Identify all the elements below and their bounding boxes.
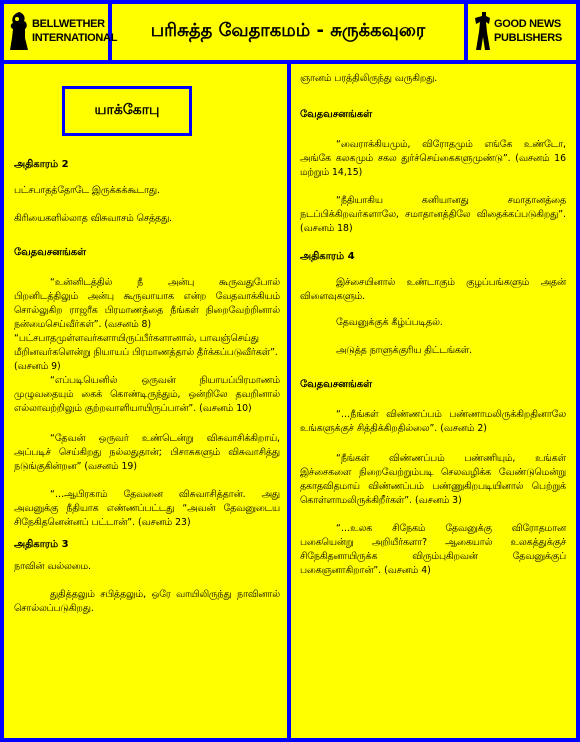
right-top-point: ஞானம் பரத்திலிருந்து வருகிறது. — [300, 73, 438, 84]
logo-line-1: BELLWETHER — [32, 18, 105, 30]
chapter-2-point-1: பட்சபாதத்தோடே இருக்கக்கூடாது. — [14, 185, 160, 196]
verse-quote: “நீதியாகிய கனியானது சமாதானத்தை நடப்பிக்கிறவர்களாலே, சமாதானத்திலே விதைக்கப்படுகிறது”. (வசனம் 18) — [300, 195, 566, 234]
frame-left — [0, 0, 4, 742]
verse-quote: “நீங்கள் விண்ணப்பம் பண்ணியும், உங்கள் இச்சைகளை நிறைவேற்றும்படி செலவழிக்க வேண்டுமென்று தகாதவிதமாய் விண்ணப்பம் பண்ணுகிறபடியினால் பெற்றுக் கொள்ளாமலிருக்கிறீர்கள்”. (வசனம் 3) — [300, 453, 566, 506]
right-column — [300, 72, 566, 578]
chapter-3-point-1: நாவின் வல்லமை. — [14, 561, 91, 572]
chapter-4-point-3: அடுத்த நாளுக்குரிய திட்டங்கள். — [336, 345, 473, 356]
verse-quote: “எப்படியெனில் ஒருவன் நியாயப்பிரமாணம் முழுவதையும் கைக் கொண்டிருந்தும், ஒன்றிலே தவறினால் எல்லாவற்றிலும் குற்றவாளியாயிருப்பான்”. (வசனம் 10) — [14, 375, 280, 414]
book-title: யாக்கோபு — [94, 102, 160, 118]
chapter-2-point-2: கிரியைகளில்லாத விசுவாசம் செத்தது. — [14, 213, 173, 224]
chapter-2-heading: அதிகாரம் 2 — [14, 159, 69, 170]
verse-quote: “…ஆபிரகாம் தேவனை விசுவாசித்தான். அது அவனுக்கு நீதியாக எண்ணப்பட்டது “அவன் தேவனுடைய சிநேகிதனென்னப் பட்டான்”. (வசனம் 23) — [14, 489, 280, 528]
chapter-4-heading: அதிகாரம் 4 — [300, 251, 355, 262]
verse-quote: “…உலக சிநேகம் தேவனுக்கு விரோதமான பகையென்று அறியீர்களா? ஆகையால் உலகத்துக்குச் சிநேகிதனாயிருக்க விரும்புகிறவன் தேவனுக்குப் பகைஞனாகிறான்”. (வசனம் 4) — [300, 523, 566, 576]
chapter-3-point-2: துதித்தலும் சபித்தலும், ஒரே வாயிலிருந்து நாவினால் சொல்லப்படுகிறது. — [14, 589, 280, 614]
verses-heading: வேதவசனங்கள் — [300, 109, 373, 120]
logo-line-2: INTERNATIONAL — [32, 32, 118, 44]
logo-line-2: PUBLISHERS — [494, 32, 562, 44]
good-news-figure-icon — [472, 10, 494, 52]
verse-quote: “தேவன் ஒருவர் உண்டென்று விசுவாசிக்கிறாய், அப்படிச் செய்கிறது நல்லதுதான்; பிசாசுகளும் விசுவாசித்து நடுங்குகின்றன” (வசனம் 19) — [14, 433, 280, 472]
chapter-4-point-1: இச்சையினால் உண்டாகும் குழப்பங்களும் அதன் விளைவுகளும். — [300, 277, 566, 302]
chapter-3-heading: அதிகாரம் 3 — [14, 539, 69, 550]
page-header-title: பரிசுத்த வேதாகமம் - சுருக்கவுரை — [150, 19, 426, 41]
verses-heading: வேதவசனங்கள் — [300, 379, 373, 390]
verses-heading: வேதவசனங்கள் — [14, 247, 87, 258]
bellwether-ram-icon — [8, 10, 30, 52]
good-news-logo — [472, 10, 572, 54]
frame-right — [576, 0, 580, 742]
verse-quote: “வைராக்கியமும், விரோதமும் எங்கே உண்டோ, அங்கே கலகமும் சகல துர்ச்செய்கைகளுமுண்டு”. (வசனம் 16 மற்றும் 14,15) — [300, 139, 566, 178]
book-title-box — [62, 86, 192, 136]
verse-quote: “…நீங்கள் விண்ணப்பம் பண்ணாமலிருக்கிறதினாலே உங்களுக்குச் சித்திக்கிறதில்லை”. (வசனம் 2) — [300, 409, 566, 434]
logo-line-1: GOOD NEWS — [494, 18, 561, 30]
verse-quote: “உன்னிடத்தில் நீ அன்பு கூருவதுபோல் பிறனிடத்திலும் அன்பு கூருவாயாக என்ற வேதவாக்கியம் சொல்லுகிற ராஜரீக பிரமாணத்தை நீங்கள் நிறைவேற்றினால் நன்மைசெய்வீர்கள்”. (வசனம் 8) — [14, 277, 280, 330]
left-column — [14, 158, 280, 616]
bellwether-logo — [8, 10, 118, 54]
chapter-4-point-2: தேவனுக்குக் கீழ்ப்படிதல். — [336, 317, 443, 328]
header-divider-right — [464, 0, 468, 62]
column-divider — [287, 62, 291, 740]
verse-quote: “பட்சபாதமுள்ளவர்களாயிருப்பீர்களானால், பாவஞ்செய்து மீறினவர்களென்று நியாயப் பிரமாணத்தால் தீர்க்கப்படுவீர்கள்”. (வசனம் 9) — [14, 333, 278, 372]
